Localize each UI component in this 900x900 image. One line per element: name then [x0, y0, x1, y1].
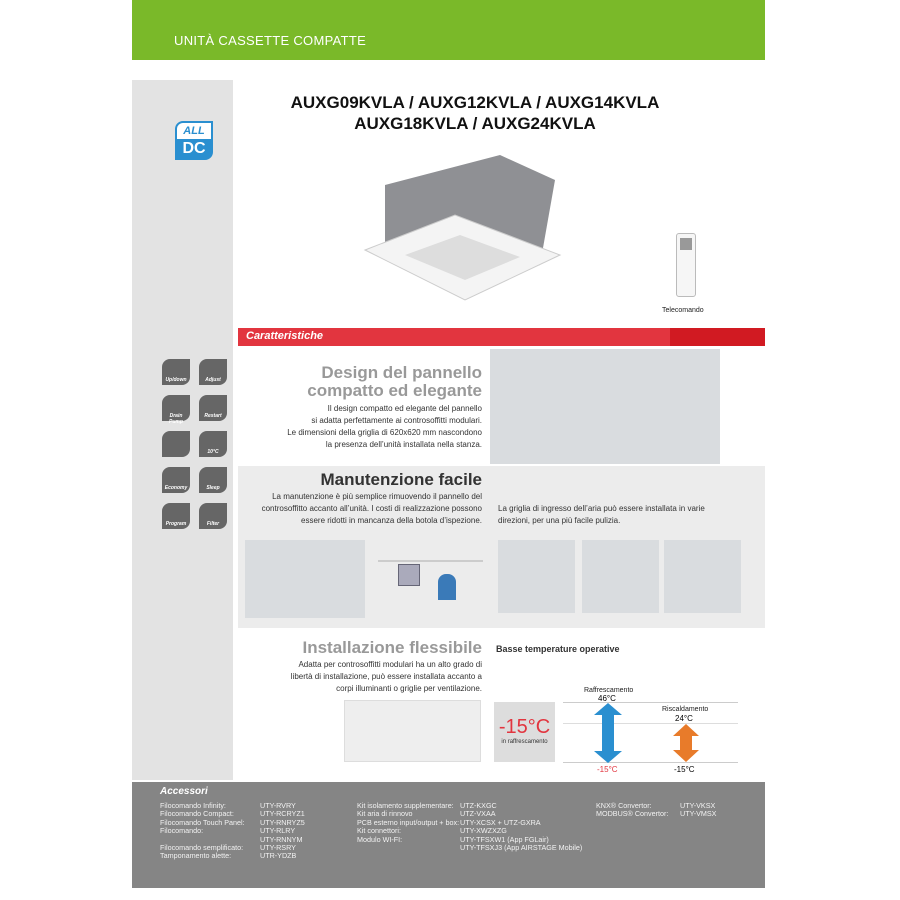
- accessory-name: Filocomando:: [160, 826, 204, 836]
- feature-icon: Drain Pump: [162, 395, 190, 421]
- low-temp-box: [494, 702, 555, 762]
- accessory-code: UTY-RVRY: [260, 801, 296, 810]
- feature-icon: Up/down: [162, 359, 190, 385]
- accessory-name: Kit isolamento supplementare:: [357, 801, 454, 810]
- accessory-code: UTY-XWZXZG: [460, 826, 507, 836]
- low-temp-sub: in raffrescamento: [501, 739, 548, 745]
- heat-min: -15°C: [674, 765, 695, 774]
- section-title: Caratteristiche: [246, 330, 324, 342]
- accessory-code: UTY-TFSXW1 (App FGLair): [460, 834, 549, 844]
- accessory-code: UTY-RNNYM: [260, 834, 303, 844]
- install-title: Installazione flessibile: [302, 638, 482, 657]
- accessory-code: UTY-RSRY: [260, 842, 296, 852]
- grille-photo-2: [582, 540, 659, 613]
- feature-icon: Economy: [162, 467, 190, 493]
- accessory-name: Filocomando Compact:: [160, 809, 234, 819]
- accessory-name: Kit connettori:: [357, 826, 401, 836]
- accessory-name: Filocomando Infinity:: [160, 801, 226, 810]
- low-temp-value: -15°C: [498, 716, 551, 738]
- install-photo: [344, 700, 481, 762]
- accessory-code: UTY-RLRY: [260, 826, 296, 836]
- cool-min: -15°C: [597, 765, 618, 774]
- feature-icon: Sleep: [199, 467, 227, 493]
- feature-icon: [162, 431, 190, 457]
- accessory-code: UTY-XCSX + UTZ-GXRA: [460, 817, 541, 827]
- heat-range-arrow: [673, 724, 699, 762]
- accessory-name: Filocomando Touch Panel:: [160, 817, 245, 827]
- feature-icon: 10°C: [199, 431, 227, 457]
- cassette-unit-image: [360, 155, 570, 305]
- temps-title: Basse temperature operative: [496, 644, 620, 654]
- grille-photo-3: [664, 540, 741, 613]
- sidebar: [132, 80, 233, 780]
- design-text: Il design compatto ed elegante del pannello si adatta perfettamente ai controsoffitti modulari. Le dimensioni della griglia di 620x620 mm nascondono la presenza dell’unità installata nella stanza.: [287, 404, 482, 449]
- accessory-code: UTZ-KXGC: [460, 801, 497, 810]
- accessory-code: UTY-VMSX: [680, 809, 717, 819]
- all-dc-badge: [175, 121, 213, 160]
- accessories-title: Accessori: [160, 786, 208, 797]
- accessory-name: Modulo WI-FI:: [357, 834, 403, 844]
- badge-top: ALL: [177, 123, 211, 139]
- maintenance-photo: [245, 540, 365, 618]
- accessory-name: Kit aria di rinnovo: [357, 809, 413, 819]
- accessory-name: MODBUS® Convertor:: [596, 809, 669, 819]
- header-title: UNITÀ CASSETTE COMPATTE: [174, 33, 367, 48]
- accessory-code: UTZ-VXAA: [460, 809, 496, 819]
- accessory-code: UTR-YDZB: [260, 851, 297, 861]
- accessory-name: Filocomando semplificato:: [160, 842, 244, 852]
- gridline: [563, 702, 738, 703]
- heat-max: 24°C: [675, 714, 693, 723]
- cool-range-arrow: [594, 703, 622, 763]
- section-bar: [238, 328, 765, 346]
- maintenance-title: Manutenzione facile: [320, 470, 482, 489]
- remote-control-image: [676, 233, 696, 297]
- feature-icon: Program: [162, 503, 190, 529]
- remote-caption: Telecomando: [662, 307, 704, 314]
- maintenance-text: La manutenzione è più semplice rimuovendo il pannello del controsoffitto accanto all’unità. I costi di realizzazione possono essere ridotti in mancanza della botola d’ispezione.: [261, 492, 482, 525]
- cool-label: Raffrescamento: [584, 687, 634, 694]
- accessory-name: KNX® Convertor:: [596, 801, 652, 810]
- heat-label: Riscaldamento: [662, 706, 709, 713]
- model-title-1: AUXG09KVLA / AUXG12KVLA / AUXG14KVLA: [290, 93, 660, 112]
- accessory-code: UTY-RCRYZ1: [260, 809, 305, 819]
- accessory-code: UTY-VKSX: [680, 801, 716, 810]
- page-header: [132, 0, 765, 60]
- maintenance-illustration: [378, 560, 483, 605]
- grille-photo-1: [498, 540, 575, 613]
- accessory-name: Tamponamento alette:: [160, 851, 232, 861]
- accessories-section: [132, 782, 765, 888]
- cool-max: 46°C: [598, 694, 616, 703]
- accessory-name: PCB esterno input/output + box:: [357, 817, 460, 827]
- accessory-name: [357, 844, 459, 852]
- accessory-code: UTY-TFSXJ3 (App AIRSTAGE Mobile): [460, 842, 583, 852]
- grid-text: La griglia di ingresso dell’aria può essere installata in varie direzioni, per una più facile pulizia.: [498, 504, 705, 525]
- feature-icon: Adjust: [199, 359, 227, 385]
- panel-photo: [490, 349, 720, 464]
- badge-bottom: DC: [182, 140, 206, 157]
- accessory-code: UTY-RNRYZ5: [260, 817, 305, 827]
- gridline: [563, 762, 738, 763]
- feature-icon: Filter: [199, 503, 227, 529]
- feature-icon: Restart: [199, 395, 227, 421]
- gridline: [563, 723, 738, 724]
- design-title: Design del pannello compatto ed elegante: [307, 363, 482, 400]
- install-text: Adatta per controsoffitti modulari ha un alto grado di libertà di installazione, può essere installata accanto a corpi illuminanti o griglie per ventilazione.: [290, 660, 482, 693]
- model-title-2: AUXG18KVLA / AUXG24KVLA: [354, 114, 596, 133]
